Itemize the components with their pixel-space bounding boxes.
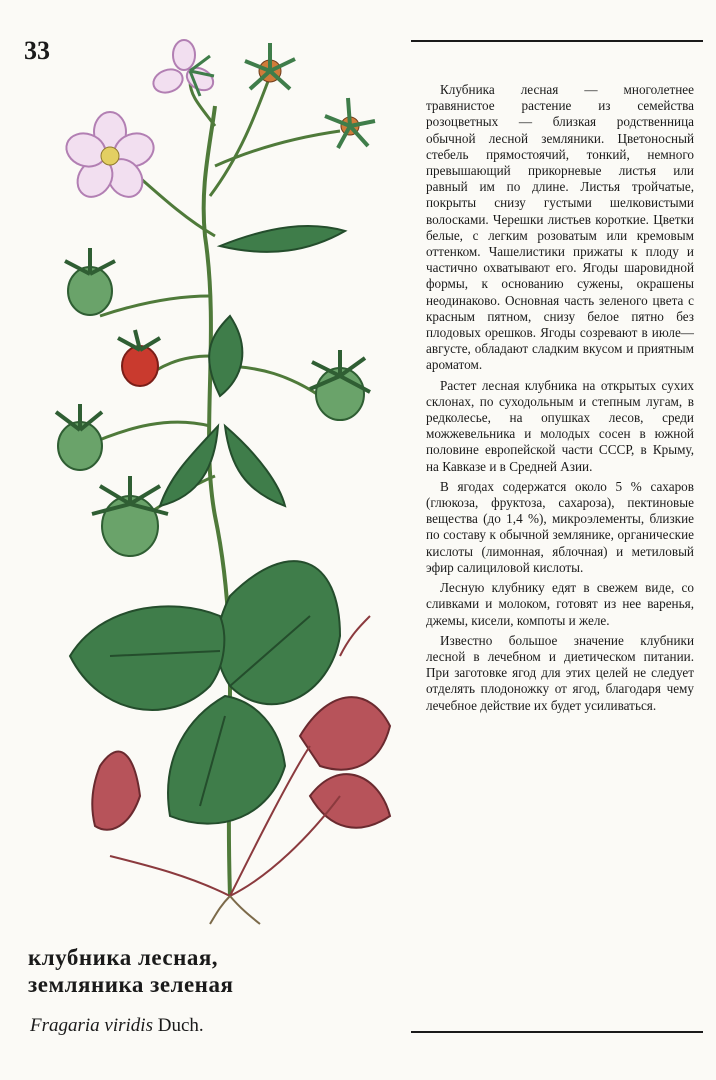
plant-title — [28, 944, 233, 998]
paragraph: В ягодах содержатся около 5 % сахаров (глюкоза, фруктоза, сахароза), пектиновые вещества (до 1,4 %), микроэлементы, близкие по составу к обычной землянике, органические кислоты (лимонная, яблочная) и метиловый эфир салициловой кислоты. — [426, 478, 694, 575]
roots — [210, 896, 260, 924]
title-line-1: клубника лесная, — [28, 945, 219, 970]
berry-green-3 — [56, 404, 102, 470]
berry-stem-1 — [100, 296, 210, 316]
strawberry-plant-illustration — [40, 36, 420, 926]
berry-green-2 — [310, 350, 370, 420]
paragraph: Растет лесная клубника на открытых сухих склонах, по суходольным и степным лугам, в редколесье, на опушках лесов, среди можжевельника и молодых сосен в южной половине европейской части СССР, в Крыму, на Кавказе и в Средней Азии. — [426, 377, 694, 474]
calyx-top-2 — [325, 98, 375, 148]
latin-name — [30, 1015, 204, 1037]
stem-leaf-1 — [220, 226, 345, 252]
paragraph: Известно большое значение клубники лесной в лечебном и диетическом питании. При заготовке ягод для этих целей не следует отделять плодоножку от ягод, благодаря чему лечебное действие их будет усиливаться. — [426, 632, 694, 713]
red-leaf-1 — [300, 697, 390, 769]
stem-leaf-3 — [160, 426, 218, 506]
berry-stem-4 — [85, 422, 210, 446]
stem-leaf-4 — [225, 426, 285, 506]
berry-red — [118, 330, 160, 386]
latin-species: Fragaria viridis — [30, 1015, 153, 1036]
berry-green-1 — [65, 248, 115, 315]
flower-large — [62, 112, 159, 204]
page-number: 33 — [24, 36, 50, 65]
basal-leaf-1 — [217, 561, 340, 704]
title-line-2: земляника зеленая — [28, 972, 234, 997]
bottom-rule — [411, 1031, 703, 1033]
latin-author: Duch. — [157, 1015, 204, 1036]
calyx-top-1 — [245, 43, 295, 89]
top-rule — [411, 40, 703, 42]
stem-leaf-2 — [209, 316, 242, 396]
branch-stem-2 — [210, 76, 270, 196]
berry-green-4 — [92, 476, 168, 556]
body-text — [426, 82, 694, 718]
paragraph: Клубника лесная — многолетнее травянистое растение из семейства розоцветных — близкая родственница обычной лесной земляники. Цветоносный стебель прямостоячий, тонкий, немного превышающий прикорневые листья или равный им по длине. Листья тройчатые, покрыты снизу густыми шелковистыми волосками. Черешки листьев короткие. Цветки белые, с легким розоватым или кремовым оттенком. Чашелистики прижаты к плоду и частично охватывают его. Ягоды шаровидной формы, к основанию сужены, окрашены неодинаково. Основная часть зеленого цвета с красным пятном, снизу белое пятно без плодовых орешков. Ягоды созревают в июле—августе, обладают сладким вкусом и приятным ароматом. — [426, 82, 694, 373]
basal-leaf-2 — [70, 606, 224, 710]
red-leaf-3 — [92, 752, 140, 830]
flower-small — [150, 40, 217, 96]
paragraph: Лесную клубнику едят в свежем виде, со сливками и молоком, готовят из нее варенья, джемы, кисели, компоты и желе. — [426, 580, 694, 628]
basal-leaf-3 — [168, 696, 285, 824]
